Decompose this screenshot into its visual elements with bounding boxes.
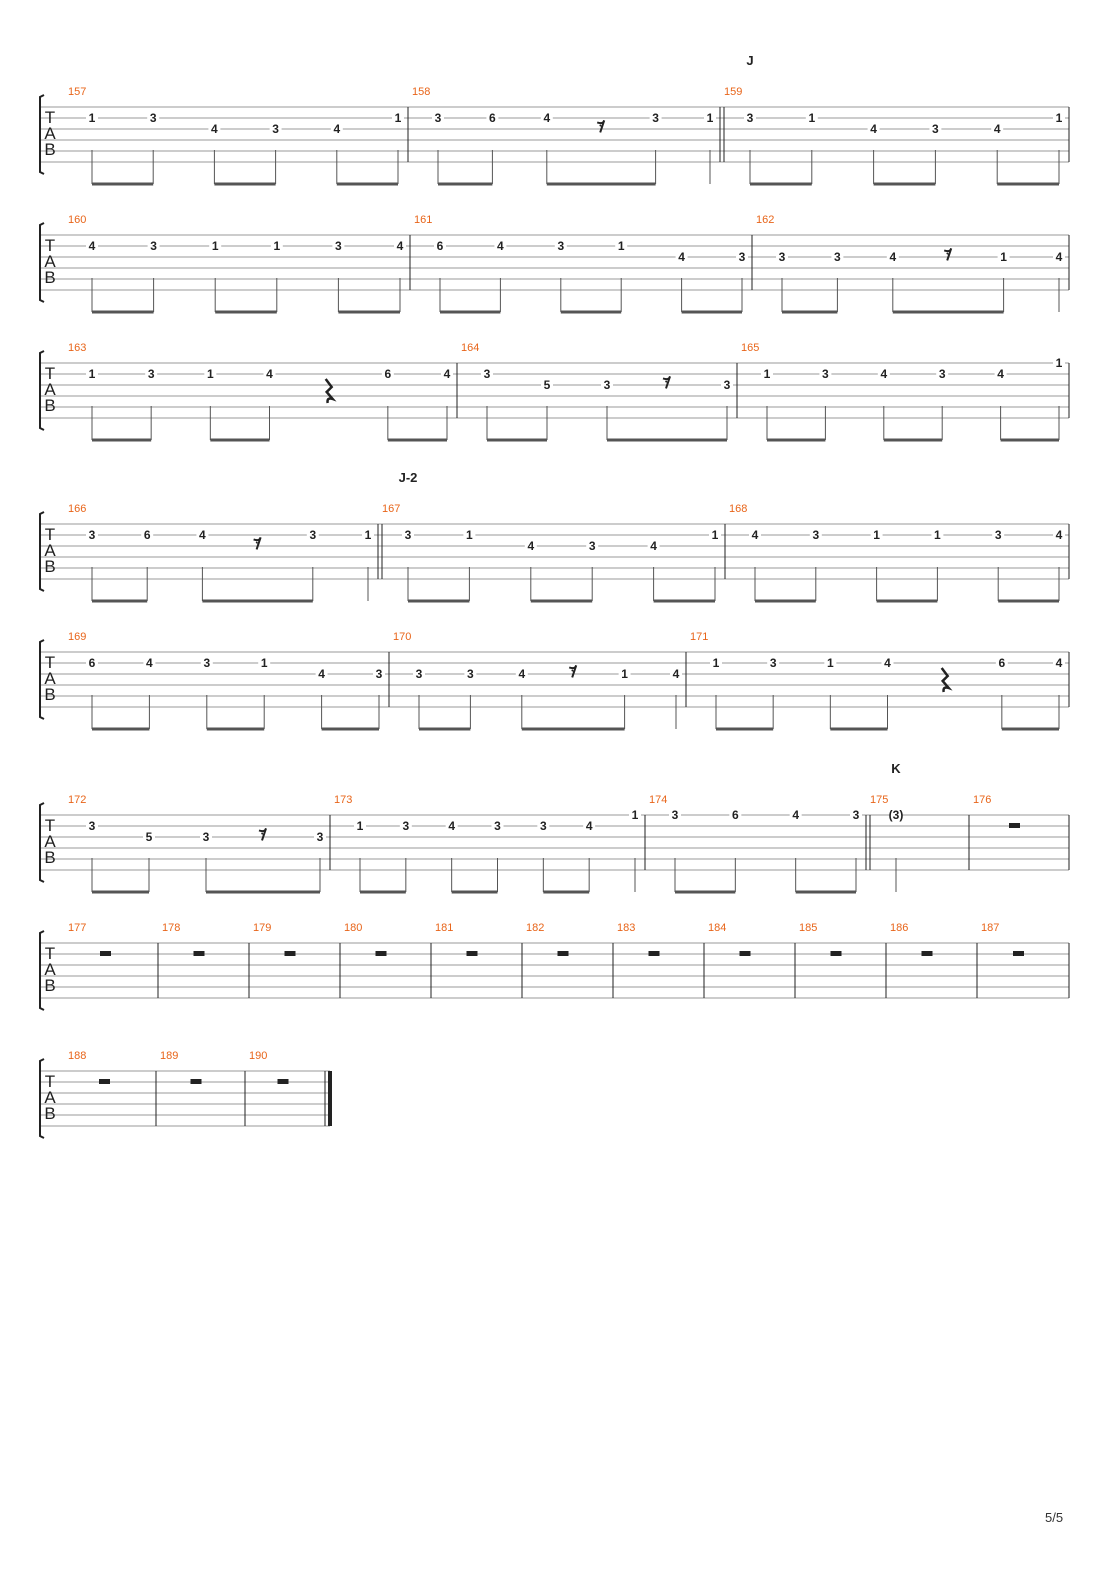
fret-number: 3 (738, 250, 746, 264)
measure-number: 161 (414, 214, 433, 226)
tab-clef-letter: T (44, 944, 56, 963)
fret-number: 3 (375, 667, 383, 681)
whole-rest (99, 1079, 110, 1084)
tab-clef-letter: A (44, 832, 56, 851)
measure-number: 185 (799, 922, 818, 934)
fret-number: 3 (539, 819, 547, 833)
tab-clef-letter: T (44, 525, 56, 544)
tab-clef-letter: A (44, 252, 56, 271)
fret-number: 1 (88, 111, 96, 125)
measure-number: 186 (890, 922, 909, 934)
fret-number: 4 (211, 122, 218, 136)
fret-number: 3 (434, 111, 442, 125)
fret-number: 3 (812, 528, 820, 542)
fret-number: 4 (518, 667, 526, 681)
measure-number: 173 (334, 794, 353, 806)
tab-clef-letter: T (44, 816, 56, 835)
quarter-rest (326, 379, 333, 403)
measure-number: 169 (68, 631, 87, 643)
measure-number: 158 (412, 86, 431, 98)
fret-number: 1 (394, 111, 402, 125)
whole-rest (191, 1079, 202, 1084)
whole-rest (100, 951, 111, 956)
fret-number: 3 (404, 528, 412, 542)
tab-clef-letter: B (44, 396, 56, 415)
fret-number: 1 (273, 239, 281, 253)
section-marker: J (746, 53, 754, 68)
measure-number: 174 (649, 794, 668, 806)
fret-number: 3 (494, 819, 501, 833)
fret-number: 3 (769, 656, 777, 670)
fret-number: 3 (202, 830, 210, 844)
fret-number: 3 (723, 378, 731, 392)
tab-clef-letter: A (44, 1088, 56, 1107)
fret-number: 4 (585, 819, 593, 833)
measure-number: 163 (68, 342, 87, 354)
measure-number: 178 (162, 922, 181, 934)
whole-rest (285, 951, 296, 956)
measure-number: 166 (68, 503, 87, 515)
fret-number: 4 (88, 239, 96, 253)
fret-number: 4 (993, 122, 1001, 136)
measure-number: 168 (729, 503, 748, 515)
fret-number: 4 (792, 808, 800, 822)
tab-clef-letter: A (44, 960, 56, 979)
tab-clef-letter: B (44, 140, 56, 159)
fret-number: 1 (621, 667, 628, 681)
fret-number: 1 (88, 367, 96, 381)
tab-clef-letter: B (44, 848, 56, 867)
fret-number: 4 (497, 239, 504, 253)
whole-rest (1009, 823, 1020, 828)
tab-clef-letter: B (44, 976, 56, 995)
fret-number: 4 (1055, 656, 1063, 670)
fret-number: 1 (706, 111, 714, 125)
fret-number: 4 (751, 528, 759, 542)
fret-number: 3 (316, 830, 324, 844)
fret-number: 1 (934, 528, 941, 542)
whole-rest (922, 951, 933, 956)
fret-number: 4 (650, 539, 657, 553)
measure-number: 160 (68, 214, 87, 226)
fret-number: 1 (1055, 356, 1063, 370)
fret-number: 3 (150, 239, 157, 253)
fret-number: 3 (402, 819, 410, 833)
fret-number: 3 (309, 528, 317, 542)
measure-number: 188 (68, 1050, 87, 1062)
quarter-rest (942, 668, 949, 692)
fret-number: 1 (873, 528, 880, 542)
tab-clef-letter: T (44, 364, 56, 383)
fret-number: 1 (711, 528, 719, 542)
fret-number: 4 (672, 667, 680, 681)
fret-number: 1 (712, 656, 720, 670)
fret-number: 3 (335, 239, 342, 253)
fret-number: 6 (998, 656, 1006, 670)
fret-number: 4 (543, 111, 551, 125)
fret-number: 4 (889, 250, 897, 264)
eighth-rest: 𝄾 (571, 665, 576, 682)
measure-number: 189 (160, 1050, 179, 1062)
fret-number: 1 (260, 656, 268, 670)
fret-number: 3 (834, 250, 841, 264)
fret-number: 6 (143, 528, 151, 542)
fret-number: 1 (617, 239, 625, 253)
section-marker: K (891, 761, 901, 776)
fret-number: 4 (880, 367, 888, 381)
tab-clef-letter: T (44, 653, 56, 672)
fret-number: 6 (384, 367, 392, 381)
whole-rest (194, 951, 205, 956)
whole-rest (376, 951, 387, 956)
fret-number: 3 (272, 122, 279, 136)
whole-rest (467, 951, 478, 956)
fret-number: 1 (466, 528, 473, 542)
fret-number: 6 (489, 111, 496, 125)
fret-number: 1 (1000, 250, 1007, 264)
measure-number: 170 (393, 631, 412, 643)
measure-number: 167 (382, 503, 401, 515)
fret-number: 3 (88, 528, 96, 542)
fret-number: 3 (88, 819, 96, 833)
fret-number: 3 (483, 367, 491, 381)
whole-rest (278, 1079, 289, 1084)
eighth-rest: 𝄾 (599, 120, 604, 137)
fret-number: 1 (206, 367, 214, 381)
measure-number: 172 (68, 794, 87, 806)
measure-number: 171 (690, 631, 709, 643)
whole-rest (831, 951, 842, 956)
fret-number: 3 (822, 367, 829, 381)
measure-number: 183 (617, 922, 636, 934)
fret-number: 4 (527, 539, 535, 553)
fret-number: 6 (436, 239, 444, 253)
measure-number: 162 (756, 214, 775, 226)
whole-rest (558, 951, 569, 956)
fret-number: 3 (671, 808, 679, 822)
measure-number: 157 (68, 86, 87, 98)
fret-number: 3 (467, 667, 474, 681)
measure-number: 175 (870, 794, 889, 806)
section-marker: J-2 (398, 470, 418, 485)
measure-number: 180 (344, 922, 363, 934)
fret-number: 3 (652, 111, 659, 125)
fret-number: 1 (356, 819, 364, 833)
whole-rest (740, 951, 751, 956)
measure-number: 190 (249, 1050, 268, 1062)
measure-number: 159 (724, 86, 743, 98)
fret-number: 3 (778, 250, 786, 264)
fret-number: 3 (203, 656, 211, 670)
fret-number: 4 (396, 239, 404, 253)
measure-number: 176 (973, 794, 992, 806)
measure-number: 187 (981, 922, 1000, 934)
fret-number: 1 (1055, 111, 1063, 125)
fret-number: 4 (318, 667, 325, 681)
fret-number: 5 (543, 378, 551, 392)
tab-clef-letter: B (44, 685, 56, 704)
tab-clef-letter: B (44, 268, 56, 287)
tab-clef-letter: B (44, 557, 56, 576)
eighth-rest: 𝄾 (260, 828, 266, 845)
fret-number: 4 (1055, 250, 1063, 264)
eighth-rest: 𝄾 (664, 376, 670, 393)
tab-clef-letter: A (44, 380, 56, 399)
fret-number: 5 (145, 830, 153, 844)
fret-number: 1 (808, 111, 816, 125)
tab-clef-letter: A (44, 124, 56, 143)
measure-number: 182 (526, 922, 545, 934)
fret-number: 1 (631, 808, 639, 822)
fret-number: (3) (888, 808, 904, 822)
tab-clef-letter: T (44, 1072, 56, 1091)
eighth-rest: 𝄾 (255, 537, 260, 554)
fret-number: 4 (333, 122, 341, 136)
fret-number: 3 (415, 667, 423, 681)
tab-clef-letter: A (44, 541, 56, 560)
fret-number: 6 (731, 808, 739, 822)
fret-number: 4 (146, 656, 153, 670)
fret-number: 1 (211, 239, 219, 253)
tab-clef-letter: T (44, 236, 56, 255)
fret-number: 3 (603, 378, 611, 392)
measure-number: 179 (253, 922, 272, 934)
fret-number: 4 (870, 122, 877, 136)
fret-number: 3 (938, 367, 946, 381)
measure-number: 184 (708, 922, 727, 934)
fret-number: 4 (448, 819, 456, 833)
measure-number: 165 (741, 342, 760, 354)
fret-number: 3 (746, 111, 754, 125)
fret-number: 3 (932, 122, 939, 136)
fret-number: 4 (443, 367, 451, 381)
fret-number: 3 (149, 111, 157, 125)
fret-number: 3 (852, 808, 860, 822)
eighth-rest: 𝄾 (946, 248, 951, 265)
whole-rest (649, 951, 660, 956)
fret-number: 4 (997, 367, 1004, 381)
fret-number: 1 (364, 528, 372, 542)
tab-clef-letter: T (44, 108, 56, 127)
measure-number: 164 (461, 342, 480, 354)
measure-number: 177 (68, 922, 87, 934)
fret-number: 6 (88, 656, 96, 670)
measure-number: 181 (435, 922, 454, 934)
fret-number: 4 (266, 367, 273, 381)
whole-rest (1013, 951, 1024, 956)
fret-number: 4 (1055, 528, 1063, 542)
fret-number: 4 (884, 656, 891, 670)
fret-number: 3 (994, 528, 1002, 542)
fret-number: 1 (826, 656, 834, 670)
fret-number: 1 (763, 367, 771, 381)
fret-number: 4 (678, 250, 685, 264)
tab-clef-letter: A (44, 669, 56, 688)
fret-number: 3 (588, 539, 596, 553)
fret-number: 4 (199, 528, 206, 542)
fret-number: 3 (147, 367, 155, 381)
page-number: 5/5 (1045, 1510, 1064, 1525)
fret-number: 3 (557, 239, 565, 253)
tab-clef-letter: B (44, 1104, 56, 1123)
